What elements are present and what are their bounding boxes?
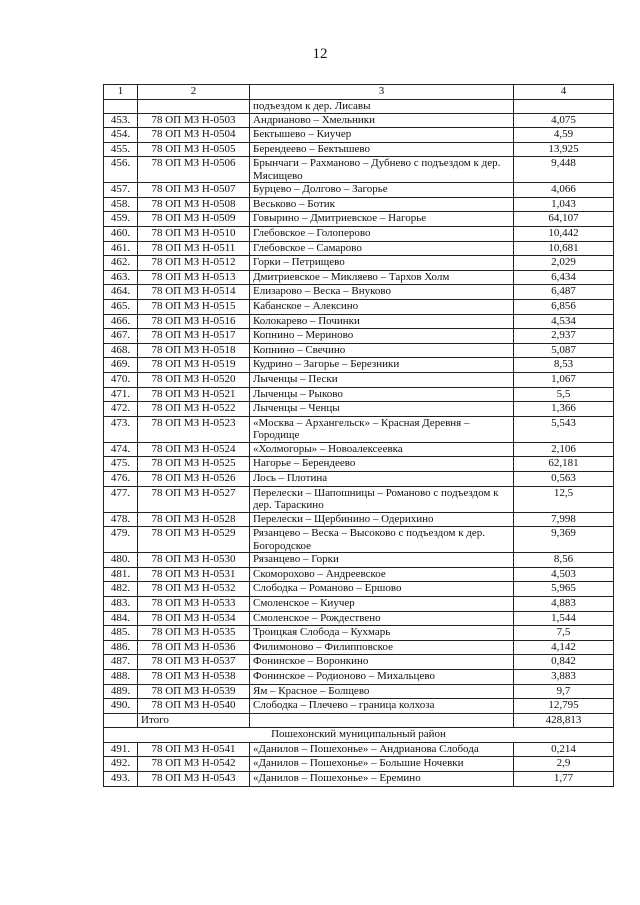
road-length: 12,795 [514, 699, 614, 714]
header-row [104, 85, 614, 100]
road-name: Филимоново – Филипповское [250, 640, 514, 655]
road-name: «Холмогоры» – Новоалексеевка [250, 442, 514, 457]
road-name: Брынчаги – Рахманово – Дубнево с подъездом к дер. Мясищево [250, 157, 514, 183]
road-name: Копнино – Свечино [250, 343, 514, 358]
road-name: Кудрино – Загорье – Березники [250, 358, 514, 373]
table-row [104, 285, 614, 300]
table-row [104, 567, 614, 582]
table-row [104, 197, 614, 212]
road-length: 4,503 [514, 567, 614, 582]
road-name: «Данилов – Пошехонье» – Большие Ночевки [250, 757, 514, 772]
road-code: 78 ОП МЗ Н-0527 [138, 486, 250, 512]
road-code: 78 ОП МЗ Н-0543 [138, 772, 250, 787]
road-length: 0,214 [514, 742, 614, 757]
road-code: 78 ОП МЗ Н-0516 [138, 314, 250, 329]
table-row [104, 157, 614, 183]
road-length: 1,77 [514, 772, 614, 787]
road-length: 6,487 [514, 285, 614, 300]
row-number: 490. [104, 699, 138, 714]
row-number: 477. [104, 486, 138, 512]
table-row [104, 582, 614, 597]
row-number: 491. [104, 742, 138, 757]
row-number: 484. [104, 611, 138, 626]
row-number: 472. [104, 402, 138, 417]
road-name: Говырино – Дмитриевское – Нагорье [250, 212, 514, 227]
road-code: 78 ОП МЗ Н-0512 [138, 256, 250, 271]
road-code: 78 ОП МЗ Н-0525 [138, 457, 250, 472]
road-name: «Москва – Архангельск» – Красная Деревня – Городище [250, 416, 514, 442]
road-name: Рязанцево – Веска – Высоково с подъездом к дер. Богородское [250, 527, 514, 553]
road-length: 0,563 [514, 471, 614, 486]
road-length: 8,53 [514, 358, 614, 373]
road-code: 78 ОП МЗ Н-0528 [138, 512, 250, 527]
row-number: 480. [104, 553, 138, 568]
table-row [104, 471, 614, 486]
road-name: Нагорье – Берендеево [250, 457, 514, 472]
road-code: 78 ОП МЗ Н-0541 [138, 742, 250, 757]
road-code: 78 ОП МЗ Н-0542 [138, 757, 250, 772]
road-code: 78 ОП МЗ Н-0537 [138, 655, 250, 670]
road-name: Лось – Плотина [250, 471, 514, 486]
road-length: 2,9 [514, 757, 614, 772]
road-code: 78 ОП МЗ Н-0540 [138, 699, 250, 714]
column-header: 4 [514, 85, 614, 100]
road-name: Смоленское – Киучер [250, 596, 514, 611]
road-name: Лыченцы – Рыково [250, 387, 514, 402]
row-number: 489. [104, 684, 138, 699]
table-row [104, 553, 614, 568]
row-number: 471. [104, 387, 138, 402]
section-row [104, 728, 614, 743]
road-name: Бурцево – Долгово – Загорье [250, 183, 514, 198]
table-row [104, 684, 614, 699]
road-length: 4,534 [514, 314, 614, 329]
road-name: Елизарово – Веска – Внуково [250, 285, 514, 300]
road-name: Колокарево – Починки [250, 314, 514, 329]
road-name: Берендеево – Бектышево [250, 142, 514, 157]
road-length: 6,856 [514, 300, 614, 315]
row-number: 461. [104, 241, 138, 256]
road-name: «Данилов – Пошехонье» – Андрианова Слобода [250, 742, 514, 757]
row-number: 469. [104, 358, 138, 373]
table-row [104, 270, 614, 285]
table-row [104, 343, 614, 358]
road-code: 78 ОП МЗ Н-0535 [138, 626, 250, 641]
road-code: 78 ОП МЗ Н-0520 [138, 373, 250, 388]
road-length: 5,087 [514, 343, 614, 358]
road-length: 5,965 [514, 582, 614, 597]
row-number: 473. [104, 416, 138, 442]
road-name: Фонинское – Родионово – Михальцево [250, 669, 514, 684]
row-number: 457. [104, 183, 138, 198]
table-row [104, 241, 614, 256]
page-number: 12 [312, 46, 328, 62]
table-row [104, 402, 614, 417]
road-code: 78 ОП МЗ Н-0505 [138, 142, 250, 157]
row-number: 486. [104, 640, 138, 655]
road-length: 1,366 [514, 402, 614, 417]
row-number: 493. [104, 772, 138, 787]
road-name: Бектышево – Киучер [250, 128, 514, 143]
road-code: 78 ОП МЗ Н-0509 [138, 212, 250, 227]
road-name: Ям – Красное – Болщево [250, 684, 514, 699]
road-name: Слободка – Плечево – граница колхоза [250, 699, 514, 714]
road-length: 1,043 [514, 197, 614, 212]
row-number: 492. [104, 757, 138, 772]
road-length: 5,5 [514, 387, 614, 402]
table-row [104, 256, 614, 271]
road-length: 9,369 [514, 527, 614, 553]
road-length: 5,543 [514, 416, 614, 442]
table-row [104, 457, 614, 472]
road-code: 78 ОП МЗ Н-0514 [138, 285, 250, 300]
table-row [104, 757, 614, 772]
row-number: 479. [104, 527, 138, 553]
table-row [104, 128, 614, 143]
road-name: Кабанское – Алексино [250, 300, 514, 315]
road-name: Дмитриевское – Микляево – Тархов Холм [250, 270, 514, 285]
road-name: Перелески – Щербинино – Одерихино [250, 512, 514, 527]
column-header: 3 [250, 85, 514, 100]
column-header: 1 [104, 85, 138, 100]
road-name: Фонинское – Воронкино [250, 655, 514, 670]
table-row [104, 142, 614, 157]
road-name: Лыченцы – Пески [250, 373, 514, 388]
table-row [104, 416, 614, 442]
table-row [104, 611, 614, 626]
road-length: 2,106 [514, 442, 614, 457]
road-name: Глебовское – Самарово [250, 241, 514, 256]
total-row [104, 713, 614, 728]
road-name: Скоморохово – Андреевское [250, 567, 514, 582]
row-number: 475. [104, 457, 138, 472]
continuation-text: подъездом к дер. Лисавы [250, 100, 514, 114]
row-number: 459. [104, 212, 138, 227]
section-heading: Пошехонский муниципальный район [104, 728, 614, 743]
road-length: 4,59 [514, 128, 614, 143]
row-number: 474. [104, 442, 138, 457]
total-label: Итого [138, 713, 250, 728]
road-code: 78 ОП МЗ Н-0526 [138, 471, 250, 486]
road-code: 78 ОП МЗ Н-0521 [138, 387, 250, 402]
road-name: Копнино – Мериново [250, 329, 514, 344]
table-row [104, 669, 614, 684]
road-code: 78 ОП МЗ Н-0522 [138, 402, 250, 417]
table-row [104, 742, 614, 757]
road-code: 78 ОП МЗ Н-0504 [138, 128, 250, 143]
road-code: 78 ОП МЗ Н-0534 [138, 611, 250, 626]
row-number: 463. [104, 270, 138, 285]
table-row [104, 300, 614, 315]
road-code: 78 ОП МЗ Н-0531 [138, 567, 250, 582]
road-length: 8,56 [514, 553, 614, 568]
road-name: Лыченцы – Ченцы [250, 402, 514, 417]
road-code: 78 ОП МЗ Н-0507 [138, 183, 250, 198]
table-row [104, 640, 614, 655]
row-number: 464. [104, 285, 138, 300]
road-code: 78 ОП МЗ Н-0523 [138, 416, 250, 442]
total-value: 428,813 [514, 713, 614, 728]
table-row [104, 373, 614, 388]
road-length: 0,842 [514, 655, 614, 670]
row-number: 485. [104, 626, 138, 641]
row-number: 454. [104, 128, 138, 143]
row-number: 481. [104, 567, 138, 582]
road-name: Андрианово – Хмельники [250, 113, 514, 128]
table-row [104, 699, 614, 714]
road-name: Горки – Петрищево [250, 256, 514, 271]
row-number: 478. [104, 512, 138, 527]
table-row [104, 227, 614, 242]
road-length: 7,998 [514, 512, 614, 527]
table-row [104, 387, 614, 402]
road-code: 78 ОП МЗ Н-0508 [138, 197, 250, 212]
table-row [104, 329, 614, 344]
table-row [104, 527, 614, 553]
column-header: 2 [138, 85, 250, 100]
table-row [104, 358, 614, 373]
roads-table [103, 84, 614, 787]
row-number: 476. [104, 471, 138, 486]
table-row [104, 655, 614, 670]
road-length: 4,142 [514, 640, 614, 655]
road-name: Смоленское – Рождествено [250, 611, 514, 626]
row-number: 470. [104, 373, 138, 388]
row-number: 456. [104, 157, 138, 183]
road-code: 78 ОП МЗ Н-0529 [138, 527, 250, 553]
row-number: 488. [104, 669, 138, 684]
road-name: Рязанцево – Горки [250, 553, 514, 568]
table-row [104, 212, 614, 227]
road-length: 4,066 [514, 183, 614, 198]
road-code: 78 ОП МЗ Н-0538 [138, 669, 250, 684]
road-length: 2,937 [514, 329, 614, 344]
road-code: 78 ОП МЗ Н-0539 [138, 684, 250, 699]
road-length: 9,448 [514, 157, 614, 183]
road-code: 78 ОП МЗ Н-0506 [138, 157, 250, 183]
road-length: 4,883 [514, 596, 614, 611]
row-number: 455. [104, 142, 138, 157]
road-code: 78 ОП МЗ Н-0530 [138, 553, 250, 568]
road-code: 78 ОП МЗ Н-0524 [138, 442, 250, 457]
row-number: 482. [104, 582, 138, 597]
road-code: 78 ОП МЗ Н-0533 [138, 596, 250, 611]
road-length: 1,067 [514, 373, 614, 388]
road-length: 62,181 [514, 457, 614, 472]
road-code: 78 ОП МЗ Н-0519 [138, 358, 250, 373]
table-row [104, 113, 614, 128]
row-number: 467. [104, 329, 138, 344]
road-length: 10,442 [514, 227, 614, 242]
road-code: 78 ОП МЗ Н-0503 [138, 113, 250, 128]
table-row [104, 486, 614, 512]
road-length: 64,107 [514, 212, 614, 227]
table-row [104, 512, 614, 527]
road-length: 9,7 [514, 684, 614, 699]
row-number: 458. [104, 197, 138, 212]
row-number: 466. [104, 314, 138, 329]
table-row [104, 183, 614, 198]
road-name: Глебовское – Голоперово [250, 227, 514, 242]
continuation-row [104, 100, 614, 114]
row-number: 487. [104, 655, 138, 670]
row-number: 453. [104, 113, 138, 128]
road-length: 4,075 [514, 113, 614, 128]
table-row [104, 314, 614, 329]
row-number: 483. [104, 596, 138, 611]
road-name: Слободка – Романово – Ершово [250, 582, 514, 597]
table-row [104, 596, 614, 611]
road-length: 3,883 [514, 669, 614, 684]
road-code: 78 ОП МЗ Н-0536 [138, 640, 250, 655]
road-code: 78 ОП МЗ Н-0513 [138, 270, 250, 285]
road-length: 6,434 [514, 270, 614, 285]
road-length: 7,5 [514, 626, 614, 641]
road-code: 78 ОП МЗ Н-0518 [138, 343, 250, 358]
row-number: 468. [104, 343, 138, 358]
table-row [104, 442, 614, 457]
road-length: 10,681 [514, 241, 614, 256]
road-code: 78 ОП МЗ Н-0511 [138, 241, 250, 256]
road-length: 13,925 [514, 142, 614, 157]
row-number: 460. [104, 227, 138, 242]
road-code: 78 ОП МЗ Н-0515 [138, 300, 250, 315]
row-number: 462. [104, 256, 138, 271]
road-name: Перелески – Шапошницы – Романово с подъездом к дер. Тараскино [250, 486, 514, 512]
road-length: 12,5 [514, 486, 614, 512]
table-row [104, 626, 614, 641]
table-row [104, 772, 614, 787]
road-code: 78 ОП МЗ Н-0532 [138, 582, 250, 597]
road-length: 2,029 [514, 256, 614, 271]
road-name: «Данилов – Пошехонье» – Еремино [250, 772, 514, 787]
road-code: 78 ОП МЗ Н-0517 [138, 329, 250, 344]
road-length: 1,544 [514, 611, 614, 626]
road-name: Веськово – Ботик [250, 197, 514, 212]
road-name: Троицкая Слобода – Кухмарь [250, 626, 514, 641]
row-number: 465. [104, 300, 138, 315]
road-code: 78 ОП МЗ Н-0510 [138, 227, 250, 242]
